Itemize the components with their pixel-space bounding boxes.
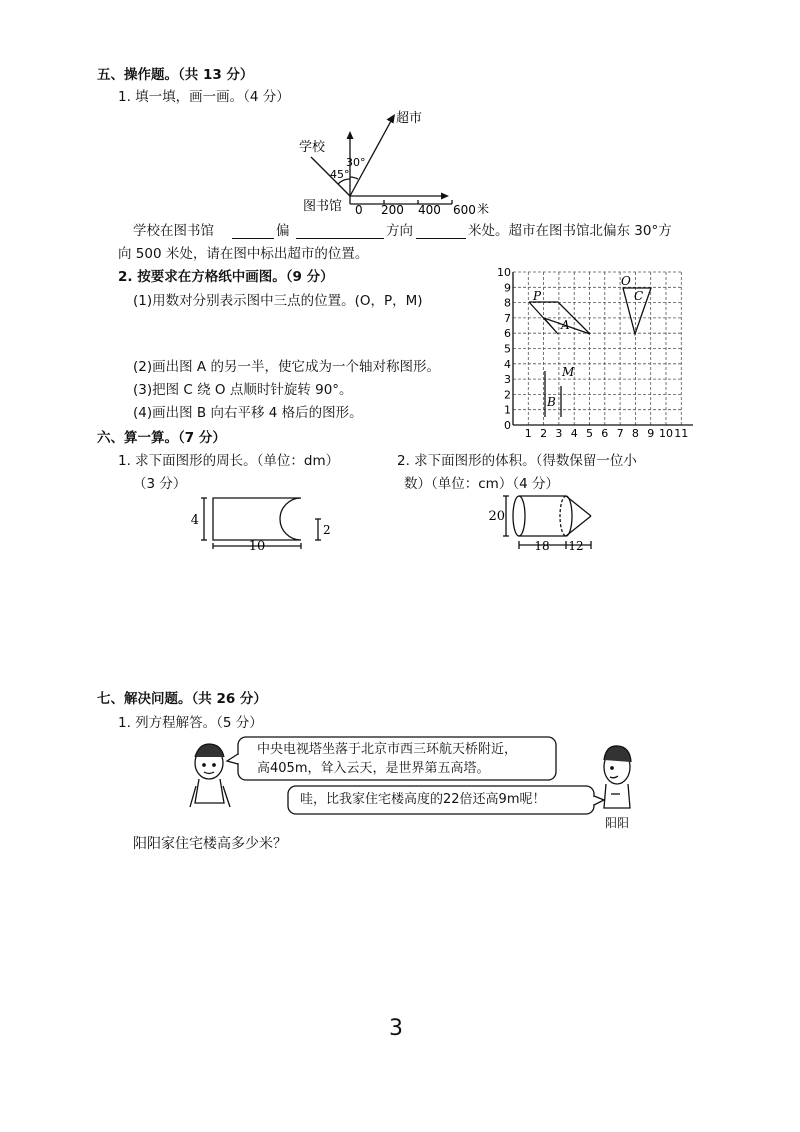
scale-200: 200	[381, 203, 404, 217]
bubble2-text: 哇，比我家住宅楼高度的22倍还高9m呢！	[300, 792, 546, 807]
grid-label-m: M	[562, 365, 575, 379]
grid-x-tick: 8	[631, 427, 639, 440]
boy-right-figure	[604, 746, 631, 808]
page-number: 3	[389, 1016, 403, 1041]
s7-q1-question: 阳阳家住宅楼高多少米？	[133, 836, 287, 852]
bubble1-line2: 高405m，耸入云天，是世界第五高塔。	[257, 761, 490, 776]
boy-left-figure	[190, 744, 230, 807]
s7-q1-title: 1. 列方程解答。（5 分）	[118, 715, 263, 731]
q2-title: 2. 按要求在方格纸中画图。（9 分）	[118, 269, 334, 285]
grid-x-tick: 10	[659, 427, 673, 440]
grid-label-c: C	[634, 289, 644, 303]
grid-y-tick: 3	[504, 373, 511, 387]
section7-title: 七、解决问题。（共 26 分）	[97, 691, 267, 707]
q2-sub4: (4)画出图 B 向右平移 4 格后的图形。	[133, 405, 363, 421]
s6-q2-title: 2. 求下面图形的体积。（得数保留一位小	[397, 453, 637, 469]
q1-text-c: 方向	[386, 223, 413, 239]
section5-title: 五、操作题。（共 13 分）	[97, 67, 254, 83]
grid-x-tick: 4	[570, 427, 578, 440]
section6-title: 六、算一算。（7 分）	[97, 430, 226, 446]
grid-y-tick: 4	[504, 357, 511, 371]
perimeter-width: 10	[248, 539, 266, 554]
grid-y-tick: 9	[504, 281, 511, 295]
grid-y-tick: 8	[504, 296, 511, 310]
grid-y-tick: 0	[504, 419, 511, 432]
grid-label-b: B	[547, 395, 556, 409]
grid-y-tick: 2	[504, 388, 511, 402]
q1-title: 1. 填一填，画一画。（4 分）	[118, 89, 290, 105]
grid-label-o: O	[621, 274, 631, 288]
s6-q1-points: （3 分）	[133, 476, 187, 492]
volume-diameter: 20	[488, 509, 505, 524]
grid-x-tick: 3	[555, 427, 563, 440]
supermarket-label: 超市	[396, 111, 423, 126]
s6-q2-title2: 数）（单位：cm）（4 分）	[404, 476, 559, 492]
angle-30: 30°	[346, 156, 366, 169]
bubble1-line1: 中央电视塔坐落于北京市西三环航天桥附近，	[257, 742, 518, 757]
grid-x-tick: 2	[540, 427, 548, 440]
volume-cyl-len: 18	[534, 539, 550, 553]
grid-y-tick: 10	[497, 266, 511, 279]
scale-0: 0	[355, 203, 363, 217]
grid-x-tick: 11	[674, 427, 689, 440]
grid-label-a: A	[561, 318, 570, 332]
perimeter-height: 4	[190, 513, 199, 528]
q1-text-a: 学校在图书馆	[133, 223, 214, 239]
grid-x-tick: 1	[524, 427, 532, 440]
grid-x-tick: 6	[601, 427, 609, 440]
grid-x-tick: 7	[616, 427, 624, 440]
grid-y-tick: 7	[504, 311, 511, 325]
q2-sub2: (2)画出图 A 的另一半，使它成为一个轴对称图形。	[133, 359, 440, 375]
library-label: 图书馆	[303, 199, 343, 214]
school-label: 学校	[299, 140, 326, 155]
grid-y-tick: 1	[504, 403, 511, 417]
angle-45: 45°	[330, 168, 350, 181]
q1-text-b: 偏	[276, 223, 290, 239]
volume-cone-len: 12	[568, 539, 584, 553]
grid-label-p: P	[533, 289, 542, 303]
s6-q1-title: 1. 求下面图形的周长。（单位：dm）	[118, 453, 340, 469]
scale-400: 400	[418, 203, 441, 217]
grid-y-tick: 6	[504, 327, 511, 341]
perimeter-radius: 2	[323, 523, 331, 537]
q1-text-d: 米处。超市在图书馆北偏东 30°方	[468, 223, 672, 239]
q2-sub1: (1)用数对分别表示图中三点的位置。(O，P，M)	[133, 293, 423, 309]
q1-text-e: 向 500 米处，请在图中标出超市的位置。	[118, 246, 369, 262]
yangyang-name: 阳阳	[605, 816, 630, 830]
scale-unit: 米	[477, 202, 490, 216]
scale-600: 600	[453, 203, 476, 217]
grid-x-tick: 9	[647, 427, 655, 440]
grid-x-tick: 5	[586, 427, 593, 440]
q2-sub3: (3)把图 C 绕 O 点顺时针旋转 90°。	[133, 382, 353, 398]
grid-y-tick: 5	[504, 342, 511, 356]
